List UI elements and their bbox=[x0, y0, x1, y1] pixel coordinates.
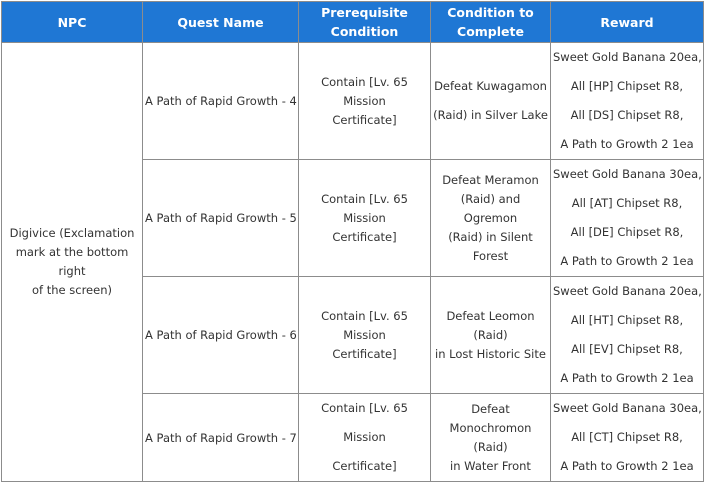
quest-name-cell: A Path of Rapid Growth - 5 bbox=[143, 160, 299, 277]
header-prerequisite: Prerequisite Condition bbox=[299, 2, 431, 43]
reward-line: All [AT] Chipset R8, bbox=[571, 196, 683, 210]
reward-line: All [EV] Chipset R8, bbox=[571, 342, 683, 356]
condition-line: Monochromon (Raid) bbox=[449, 420, 532, 454]
condition-line: Defeat Kuwagamon bbox=[434, 79, 547, 93]
prerequisite-cell bbox=[299, 394, 431, 482]
npc-line: of the screen) bbox=[32, 283, 112, 297]
condition-cell bbox=[431, 160, 551, 277]
prerequisite-cell bbox=[299, 277, 431, 394]
condition-line: in Water Front bbox=[450, 458, 531, 473]
condition-cell bbox=[431, 43, 551, 160]
quest-name-cell: A Path of Rapid Growth - 7 bbox=[143, 394, 299, 482]
prerequisite-cell bbox=[299, 160, 431, 277]
condition-line: in Lost Historic Site bbox=[435, 346, 546, 361]
reward-line: All [HT] Chipset R8, bbox=[570, 313, 684, 327]
prerequisite-line: Certificate] bbox=[332, 229, 397, 244]
reward-line: All [HP] Chipset R8, bbox=[570, 79, 684, 93]
condition-cell bbox=[431, 394, 551, 482]
npc-line: Digivice (Exclamation bbox=[9, 226, 135, 240]
condition-line: (Raid) in Silver Lake bbox=[433, 108, 548, 122]
prerequisite-line: Contain [Lv. 65 Mission bbox=[321, 401, 408, 444]
condition-line: Defeat Leomon (Raid) bbox=[446, 308, 535, 342]
reward-line: Sweet Gold Banana 30ea, bbox=[553, 401, 702, 415]
reward-line: A Path to Growth 2 1ea bbox=[560, 459, 694, 473]
header-row bbox=[2, 2, 704, 43]
reward-line: Sweet Gold Banana 20ea, bbox=[553, 50, 702, 64]
prerequisite-line: Contain [Lv. 65 Mission bbox=[321, 308, 408, 342]
table-row bbox=[2, 43, 704, 160]
condition-line: (Raid) in Silent Forest bbox=[448, 229, 533, 263]
reward-line: All [DE] Chipset R8, bbox=[570, 225, 684, 239]
header-npc: NPC bbox=[2, 2, 143, 43]
header-condition bbox=[431, 2, 551, 43]
reward-line: Sweet Gold Banana 30ea, bbox=[553, 167, 702, 181]
reward-cell bbox=[551, 394, 704, 482]
condition-line: Defeat bbox=[471, 401, 510, 416]
reward-line: All [CT] Chipset R8, bbox=[571, 430, 683, 444]
header-quest-name: Quest Name bbox=[143, 2, 299, 43]
header-condition-line1: Condition to bbox=[447, 5, 534, 20]
prerequisite-line: Certificate] bbox=[332, 346, 397, 361]
condition-cell bbox=[431, 277, 551, 394]
reward-cell bbox=[551, 277, 704, 394]
condition-line: (Raid) and Ogremon bbox=[460, 191, 521, 225]
reward-line: All [DS] Chipset R8, bbox=[570, 108, 684, 122]
reward-cell bbox=[551, 43, 704, 160]
reward-line: A Path to Growth 2 1ea bbox=[560, 371, 694, 385]
quest-table bbox=[1, 1, 704, 482]
header-condition-line2: Complete bbox=[457, 24, 524, 39]
prerequisite-line: Contain [Lv. 65 Mission bbox=[321, 191, 408, 225]
prerequisite-cell bbox=[299, 43, 431, 160]
npc-cell bbox=[2, 43, 143, 482]
reward-line: Sweet Gold Banana 20ea, bbox=[553, 284, 702, 298]
reward-line: A Path to Growth 2 1ea bbox=[560, 137, 694, 151]
prerequisite-line: Certificate] bbox=[332, 112, 397, 127]
prerequisite-line: Certificate] bbox=[332, 459, 397, 473]
condition-line: Defeat Meramon bbox=[442, 172, 539, 187]
npc-line: mark at the bottom right bbox=[15, 245, 129, 278]
reward-line: A Path to Growth 2 1ea bbox=[560, 254, 694, 268]
quest-name-cell: A Path of Rapid Growth - 6 bbox=[143, 277, 299, 394]
header-reward: Reward bbox=[551, 2, 704, 43]
reward-cell bbox=[551, 160, 704, 277]
prerequisite-line: Contain [Lv. 65 Mission bbox=[321, 74, 408, 108]
quest-name-cell: A Path of Rapid Growth - 4 bbox=[143, 43, 299, 160]
